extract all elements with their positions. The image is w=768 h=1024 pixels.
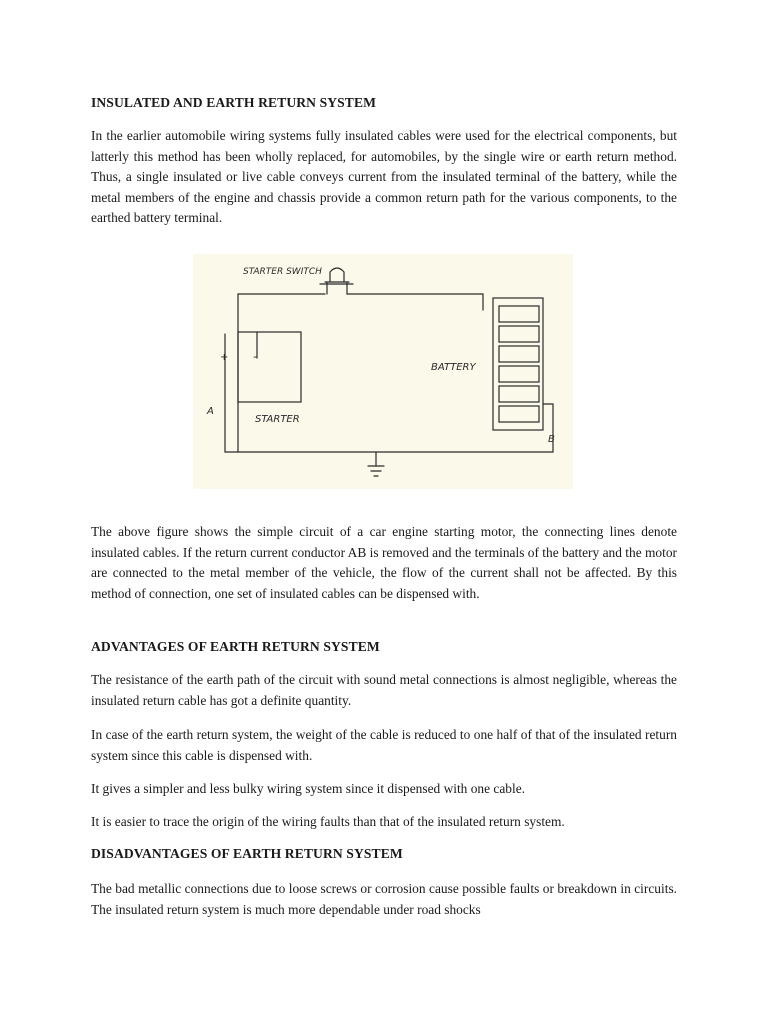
section-heading-advantages: ADVANTAGES OF EARTH RETURN SYSTEM bbox=[91, 639, 380, 654]
intro-paragraph: In the earlier automobile wiring systems fully insulated cables were used for the electrical components, but latterly this method has been wholly replaced, for automobiles, by the single wire or earth return method. Thus, a single insulated or live cable conveys current from the insulated terminal of the battery, while the metal members of the engine and chassis provide a common return path for the various components, to the earthed battery terminal. bbox=[91, 128, 677, 225]
label-starter-switch: STARTER SWITCH bbox=[243, 267, 322, 277]
label-a: A bbox=[207, 406, 214, 417]
label-b: B bbox=[548, 434, 555, 445]
disadvantages-paragraph: The bad metallic connections due to loose screws or corrosion cause possible faults or breakdown in circuits. The insulated return system is much more dependable under road shocks bbox=[91, 881, 677, 917]
advantage-point: In case of the earth return system, the weight of the cable is reduced to one half of that of the insulated return system since this cable is dispensed with. bbox=[91, 727, 677, 763]
starter-circuit-figure bbox=[193, 254, 573, 489]
figure-description-paragraph: The above figure shows the simple circuit of a car engine starting motor, the connecting lines denote insulated cables. If the return current conductor AB is removed and the terminals of the battery and the motor are connected to the metal member of the vehicle, the flow of the current shall not be affected. By this method of connection, one set of insulated cables can be dispensed with. bbox=[91, 524, 677, 601]
section-heading-disadvantages: DISADVANTAGES OF EARTH RETURN SYSTEM bbox=[91, 846, 403, 861]
label-battery: BATTERY bbox=[431, 362, 476, 373]
label-plus: + bbox=[220, 352, 229, 363]
label-starter: STARTER bbox=[255, 414, 300, 425]
label-minus: - bbox=[253, 350, 257, 363]
advantage-point: The resistance of the earth path of the circuit with sound metal connections is almost negligible, whereas the insulated return cable has got a definite quantity. bbox=[91, 672, 677, 708]
section-heading-insulated-earth-return: INSULATED AND EARTH RETURN SYSTEM bbox=[91, 95, 377, 110]
advantage-point: It is easier to trace the origin of the wiring faults than that of the insulated return system. bbox=[91, 814, 565, 829]
figure-paper-background bbox=[193, 254, 573, 489]
advantage-point: It gives a simpler and less bulky wiring system since it dispensed with one cable. bbox=[91, 781, 525, 796]
